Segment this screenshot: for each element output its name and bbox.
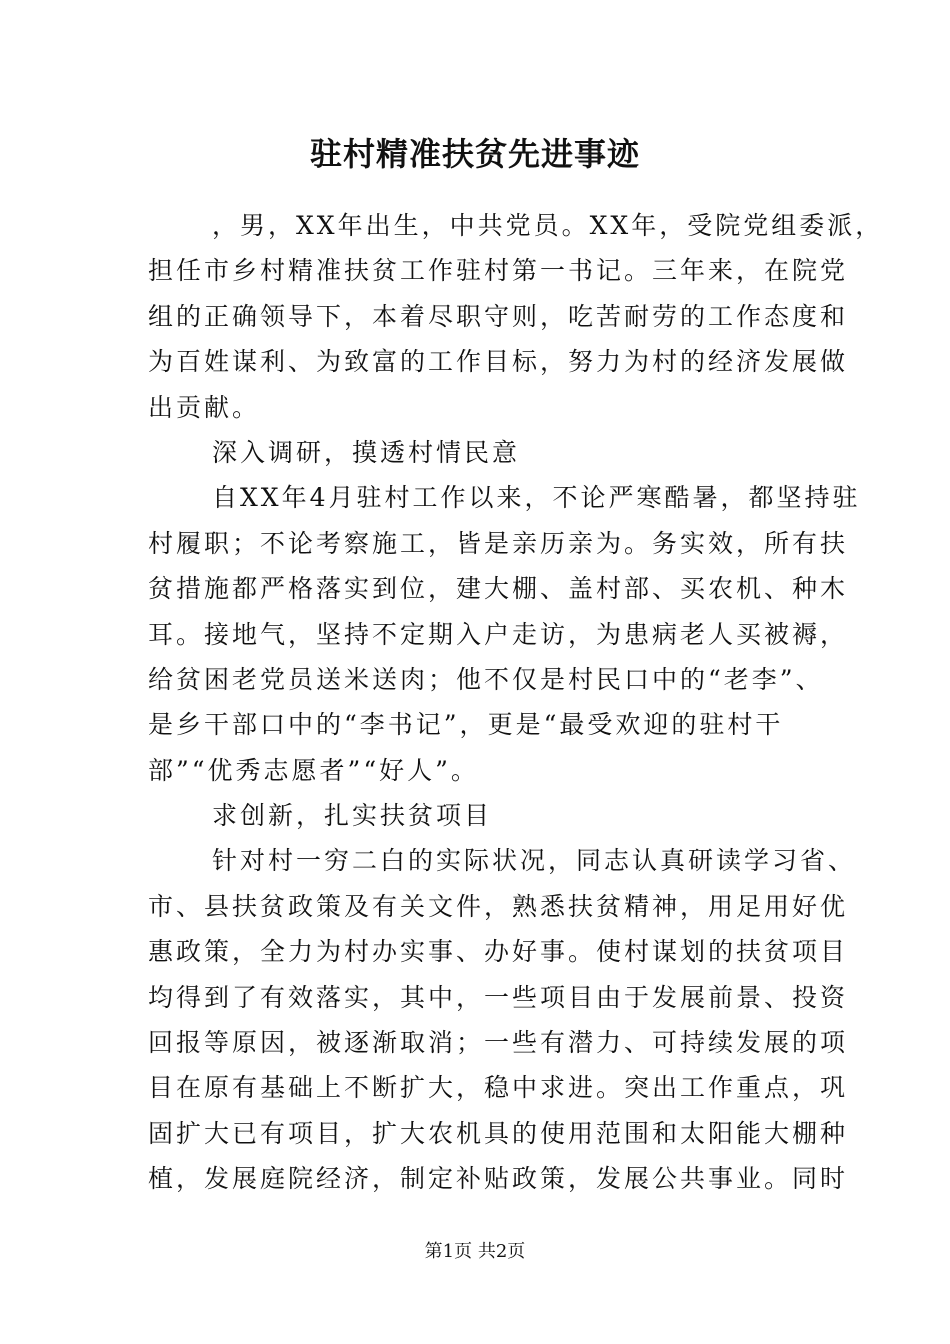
- paragraph-line: 目在原有基础上不断扩大，稳中求进。突出工作重点，巩: [148, 1073, 849, 1103]
- paragraph-line: ，男，XX年出生，中共党员。XX年，受院党组委派，: [212, 211, 884, 240]
- paragraph-line: 自XX年4月驻村工作以来，不论严寒酷暑，都坚持驻: [212, 483, 861, 513]
- paragraph-line: 是乡干部口中的“李书记”，更是“最受欢迎的驻村干: [148, 710, 784, 740]
- paragraph-line: 贫措施都严格落实到位，建大棚、盖村部、买农机、种木: [148, 574, 849, 604]
- paragraph-line: 均得到了有效落实，其中，一些项目由于发展前景、投资: [148, 982, 849, 1012]
- page-number-footer: 第1页 共2页: [424, 1241, 526, 1262]
- section-heading: 深入调研，摸透村情民意: [212, 437, 521, 467]
- paragraph-line: 村履职；不论考察施工，皆是亲历亲为。务实效，所有扶: [148, 528, 849, 558]
- document-body: [148, 203, 884, 1202]
- paragraph-line: 担任市乡村精准扶贫工作驻村第一书记。三年来，在院党: [148, 256, 849, 286]
- paragraph-line: 植，发展庭院经济，制定补贴政策，发展公共事业。同时: [148, 1164, 849, 1194]
- paragraph-line: 回报等原因，被逐渐取消；一些有潜力、可持续发展的项: [148, 1028, 849, 1058]
- paragraph-line: 给贫困老党员送米送肉；他不仅是村民口中的“老李”、: [148, 664, 824, 694]
- paragraph-line: 固扩大已有项目，扩大农机具的使用范围和太阳能大棚种: [148, 1118, 849, 1148]
- paragraph-line: 部”“优秀志愿者”“好人”。: [148, 755, 479, 785]
- paragraph-line: 出贡献。: [148, 392, 261, 422]
- section-heading: 求创新，扎实扶贫项目: [212, 801, 493, 831]
- paragraph-line: 耳。接地气，坚持不定期入户走访，为患病老人买被褥，: [148, 619, 849, 649]
- paragraph-line: 组的正确领导下，本着尽职守则，吃苦耐劳的工作态度和: [148, 301, 849, 331]
- paragraph-line: 为百姓谋利、为致富的工作目标，努力为村的经济发展做: [148, 347, 849, 377]
- paragraph-line: 惠政策，全力为村办实事、办好事。使村谋划的扶贫项目: [148, 937, 849, 967]
- paragraph-line: 针对村一穷二白的实际状况，同志认真研读学习省、: [212, 846, 857, 876]
- document-title: 驻村精准扶贫先进事迹: [309, 135, 640, 173]
- paragraph-line: 市、县扶贫政策及有关文件，熟悉扶贫精神，用足用好优: [148, 891, 849, 921]
